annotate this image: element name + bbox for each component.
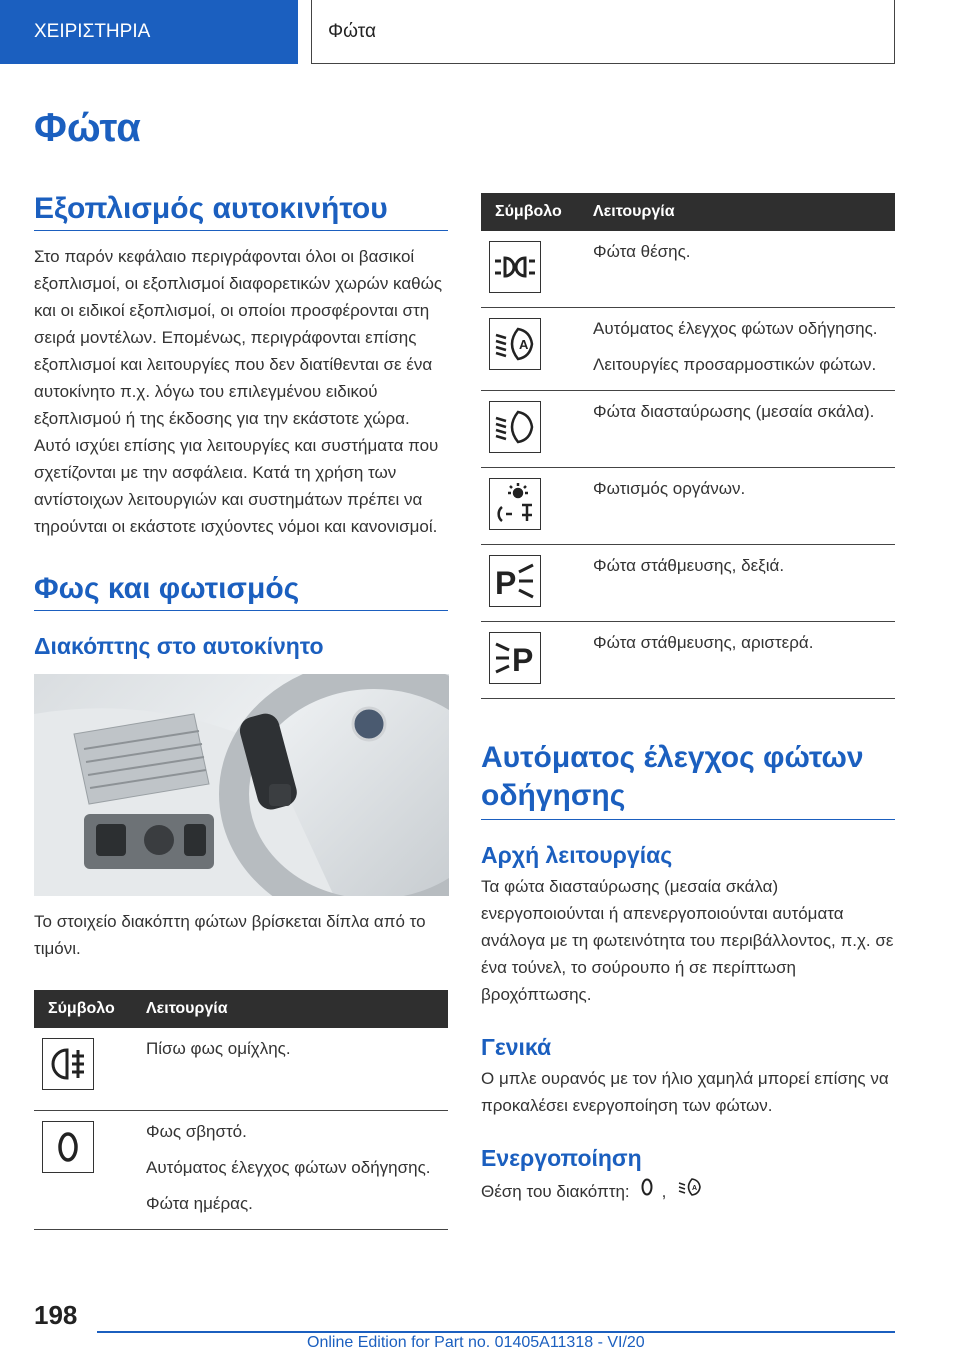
col-function-header: Λειτουργία xyxy=(585,193,895,231)
activation-line xyxy=(481,1176,895,1206)
footer-edition: Online Edition for Part no. 01405A11318 - VI/20 xyxy=(307,1334,645,1351)
table-row xyxy=(481,622,895,699)
row-text: Φώτα θέσης. xyxy=(593,242,691,261)
header-chapter-tab[interactable] xyxy=(311,0,895,64)
activation-text: Θέση του διακόπτη: xyxy=(481,1181,630,1201)
row-text: Φως σβηστό. xyxy=(146,1122,247,1141)
principle-heading: Αρχή λειτουργίας xyxy=(481,842,673,868)
auto-headlight-icon xyxy=(489,318,541,370)
table-row xyxy=(481,545,895,622)
row-text: Φωτισμός οργάνων. xyxy=(593,479,746,498)
instrument-lighting-icon xyxy=(489,478,541,530)
svg-text:P: P xyxy=(495,565,517,601)
row-text: Φώτα στάθμευσης, αριστερά. xyxy=(593,633,814,652)
activation-separator: , xyxy=(661,1181,667,1201)
equipment-heading: Εξοπλισμός αυτοκινήτου xyxy=(34,192,448,231)
row-text: Αυτόματος έλεγχος φώτων οδήγησης. xyxy=(593,319,878,338)
left-symbol-table xyxy=(34,990,448,1230)
low-beam-icon xyxy=(489,401,541,453)
footer-divider xyxy=(97,1331,895,1333)
parking-lights-icon xyxy=(489,241,541,293)
svg-text:A: A xyxy=(692,1185,698,1192)
page-number: 198 xyxy=(34,1300,78,1330)
page-title: Φώτα xyxy=(34,106,141,150)
row-text: Φώτα διασταύρωσης (μεσαία σκάλα). xyxy=(593,402,875,421)
right-column xyxy=(481,193,895,1206)
lights-off-zero-icon xyxy=(42,1121,94,1173)
switch-heading: Διακόπτης στο αυτοκίνητο xyxy=(34,633,324,659)
header-section-tab[interactable] xyxy=(0,0,298,64)
rear-fog-light-icon xyxy=(42,1038,94,1090)
col-symbol-header: Σύμβολο xyxy=(34,990,138,1028)
table-row xyxy=(481,308,895,391)
switch-zero-icon xyxy=(640,1177,654,1205)
light-heading: Φως και φωτισμός xyxy=(34,572,448,611)
parking-light-left-icon xyxy=(489,632,541,684)
switch-auto-icon xyxy=(678,1176,702,1206)
right-symbol-table xyxy=(481,193,895,699)
parking-light-right-icon xyxy=(489,555,541,607)
photo-caption: Το στοιχείο διακόπτη φώτων βρίσκεται δίπλα από το τιμόνι. xyxy=(34,912,426,958)
table-row xyxy=(34,1111,448,1230)
header-section-label: ΧΕΙΡΙΣΤΗΡΙΑ xyxy=(34,21,151,42)
principle-text: Τα φώτα διασταύρωσης (μεσαία σκάλα) ενεργοποιούνται ή απενεργοποιούνται αυτόματα ανάλογα με τη φωτεινότητα του περιβάλλοντος, π.χ. σε ένα τούνελ, το σούρουπο ή σε περίπτωση βροχόπτωσης. xyxy=(481,877,894,1004)
svg-text:A: A xyxy=(519,337,529,352)
header-chapter-label: Φώτα xyxy=(328,20,376,42)
row-text: Φώτα στάθμευσης, δεξιά. xyxy=(593,556,785,575)
table-row xyxy=(481,391,895,468)
row-text: Πίσω φως ομίχλης. xyxy=(146,1039,291,1058)
general-heading: Γενικά xyxy=(481,1034,552,1060)
left-column xyxy=(34,192,448,1230)
table-row xyxy=(481,231,895,308)
col-symbol-header: Σύμβολο xyxy=(481,193,585,231)
equipment-text: Στο παρόν κεφάλαιο περιγράφονται όλοι οι βασικοί εξοπλισμοί, οι εξοπλισμοί διαφορετικών χωρών καθώς και οι ειδικοί εξοπλισμοί, οι οποίοι προσφέρονται στη σειρά μοντέλων. Επομένως, περιγράφονται επίσης εξοπλισμοί και λειτουργίες που δεν διατίθενται σε ένα αυτοκίνητο π.χ. λόγω του επιλεγμένου ειδικού εξοπλισμού ή της έκδοσης για την εκάστοτε χώρα. Αυτό ισχύει επίσης για λειτουργίες και συστήματα που σχετίζονται με την ασφάλεια. Κατά τη χρήση των αντίστοιχων λειτουργιών και συστημάτων πρέπει να τηρούνται οι εκάστοτε ισχύοντες νόμοι και κανονισμοί. xyxy=(34,247,443,536)
col-function-header: Λειτουργία xyxy=(138,990,448,1028)
table-row xyxy=(34,1028,448,1111)
row-text: Λειτουργίες προσαρμοστικών φώτων. xyxy=(593,355,877,374)
row-text: Αυτόματος έλεγχος φώτων οδήγησης. xyxy=(146,1158,431,1177)
activation-heading: Ενεργοποίηση xyxy=(481,1145,642,1171)
general-text: Ο μπλε ουρανός με τον ήλιο χαμηλά μπορεί επίσης να προκαλέσει ενεργοποίηση των φώτων. xyxy=(481,1069,889,1115)
light-switch-photo xyxy=(34,674,449,896)
auto-control-heading: Αυτόματος έλεγχος φώτων οδήγησης xyxy=(481,739,895,820)
row-text: Φώτα ημέρας. xyxy=(146,1194,253,1213)
svg-text:P: P xyxy=(512,642,534,678)
table-row xyxy=(481,468,895,545)
